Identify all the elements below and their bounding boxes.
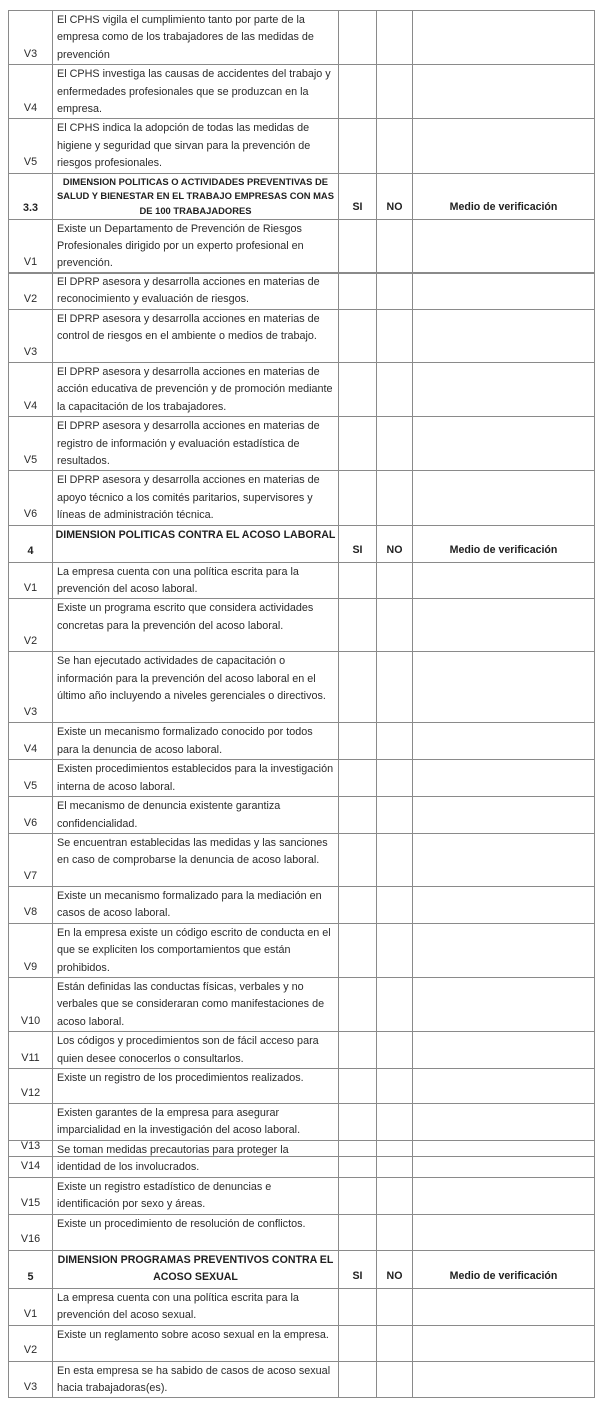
si-cell[interactable]: [339, 1214, 377, 1250]
table-row: [9, 1288, 595, 1325]
checklist-table-top: [8, 10, 595, 274]
row-code: V3: [9, 11, 53, 65]
table-row: [9, 1068, 595, 1103]
row-description: El CPHS vigila el cumplimiento tanto por parte de la empresa como de los trabajadores de las medidas de prevención: [53, 11, 339, 65]
row-code: V5: [9, 760, 53, 797]
no-cell[interactable]: [377, 833, 413, 886]
no-cell[interactable]: [377, 1361, 413, 1398]
no-cell[interactable]: [377, 1288, 413, 1325]
medio-cell[interactable]: [413, 1361, 595, 1398]
medio-cell[interactable]: [413, 219, 595, 273]
medio-cell[interactable]: [413, 1214, 595, 1250]
no-cell[interactable]: [377, 1032, 413, 1069]
medio-cell[interactable]: [413, 760, 595, 797]
si-cell[interactable]: [339, 652, 377, 723]
section-header-4: [9, 525, 595, 562]
row-code: V8: [9, 886, 53, 923]
medio-header: Medio de verificación: [413, 1250, 595, 1288]
medio-cell[interactable]: [413, 65, 595, 119]
row-code: V1: [9, 562, 53, 599]
medio-cell[interactable]: [413, 363, 595, 417]
table-row: [9, 652, 595, 723]
table-row: [9, 1032, 595, 1069]
row-code: V5: [9, 119, 53, 173]
medio-cell[interactable]: [413, 1288, 595, 1325]
table-row: [9, 471, 595, 525]
row-description: El DPRP asesora y desarrolla acciones en materias de acción educativa de prevención y de promoción mediante la capacitación de los trabajadores.: [53, 363, 339, 417]
row-code: V11: [9, 1032, 53, 1069]
table-row: [9, 1141, 595, 1178]
row-description: El DPRP asesora y desarrolla acciones en materias de registro de información y evaluación estadística de resultados.: [53, 417, 339, 471]
row-code: V16: [9, 1214, 53, 1250]
no-cell[interactable]: [377, 471, 413, 525]
si-header: SI: [339, 525, 377, 562]
row-description: Existen garantes de la empresa para asegurar imparcialidad en la investigación del acoso laboral.: [53, 1103, 339, 1156]
medio-cell[interactable]: [413, 1032, 595, 1069]
table-row: [9, 310, 595, 363]
no-cell[interactable]: [377, 65, 413, 119]
row-description: Existe un Departamento de Prevención de Riesgos Profesionales dirigido por un experto profesional en prevención.: [53, 219, 339, 273]
medio-header: Medio de verificación: [413, 525, 595, 562]
row-description: Existen procedimientos establecidos para la investigación interna de acoso laboral.: [53, 760, 339, 797]
no-cell[interactable]: [377, 310, 413, 363]
row-code: V3: [9, 652, 53, 723]
si-cell[interactable]: [339, 562, 377, 599]
section-title: DIMENSION POLITICAS CONTRA EL ACOSO LABORAL: [53, 525, 339, 562]
row-description: En la empresa existe un código escrito de conducta en el que se expliciten los comportamientos que están prohibidos.: [53, 923, 339, 977]
section-header-3-3: [9, 173, 595, 219]
row-description: Los códigos y procedimientos son de fácil acceso para quien desee conocerlos o consultarlos.: [53, 1032, 339, 1069]
row-code: V3: [9, 310, 53, 363]
no-cell[interactable]: [377, 599, 413, 652]
row-code: V14: [9, 1141, 53, 1178]
row-description: El DPRP asesora y desarrolla acciones en materias de control de riesgos en el ambiente o medios de trabajo.: [53, 310, 339, 363]
no-cell[interactable]: [377, 1141, 413, 1178]
section-number: 3.3: [9, 173, 53, 219]
table-row: [9, 760, 595, 797]
table-row: [9, 11, 595, 65]
si-cell[interactable]: [339, 723, 377, 760]
medio-header: Medio de verificación: [413, 173, 595, 219]
si-cell[interactable]: [339, 923, 377, 977]
no-cell[interactable]: [377, 1214, 413, 1250]
row-code: V2: [9, 273, 53, 310]
no-cell[interactable]: [377, 1177, 413, 1214]
row-code: V4: [9, 363, 53, 417]
section-title: DIMENSION POLITICAS O ACTIVIDADES PREVENTIVAS DE SALUD Y BIENESTAR EN EL TRABAJO EMPRESAS CON MAS DE 100 TRABAJADORES: [53, 173, 339, 219]
row-code: V10: [9, 977, 53, 1031]
row-code: V2: [9, 599, 53, 652]
medio-cell[interactable]: [413, 652, 595, 723]
si-cell[interactable]: [339, 760, 377, 797]
no-cell[interactable]: [377, 723, 413, 760]
row-code: V4: [9, 723, 53, 760]
no-cell[interactable]: [377, 1068, 413, 1103]
medio-cell[interactable]: [413, 119, 595, 173]
si-cell[interactable]: [339, 119, 377, 173]
section-number: 4: [9, 525, 53, 562]
no-cell[interactable]: [377, 923, 413, 977]
row-description: La empresa cuenta con una política escrita para la prevención del acoso sexual.: [53, 1288, 339, 1325]
row-description: Existe un procedimiento de resolución de conflictos.: [53, 1214, 339, 1250]
row-description: Se encuentran establecidas las medidas y las sanciones en caso de comprobarse la denuncia de acoso laboral.: [53, 833, 339, 886]
si-cell[interactable]: [339, 310, 377, 363]
row-description: Se toman medidas precautorias para proteger la identidad de los involucrados.: [53, 1141, 339, 1178]
medio-cell[interactable]: [413, 471, 595, 525]
row-code: V6: [9, 471, 53, 525]
no-cell[interactable]: [377, 760, 413, 797]
row-description: La empresa cuenta con una política escrita para la prevención del acoso laboral.: [53, 562, 339, 599]
table-row: [9, 1361, 595, 1398]
checklist-table-bottom: [8, 1140, 595, 1398]
medio-cell[interactable]: [413, 310, 595, 363]
row-description: Están definidas las conductas físicas, verbales y no verbales que se consideraran como manifestaciones de acoso laboral.: [53, 977, 339, 1031]
medio-cell[interactable]: [413, 1068, 595, 1103]
row-description: El DPRP asesora y desarrolla acciones en materias de apoyo técnico a los comités paritarios, supervisores y líneas de administración técnica.: [53, 471, 339, 525]
no-cell[interactable]: [377, 562, 413, 599]
medio-cell[interactable]: [413, 273, 595, 310]
row-description: El CPHS indica la adopción de todas las medidas de higiene y seguridad que sirvan para la prevención de riesgos profesionales.: [53, 119, 339, 173]
si-cell[interactable]: [339, 219, 377, 273]
no-header: NO: [377, 173, 413, 219]
si-cell[interactable]: [339, 797, 377, 834]
medio-cell[interactable]: [413, 833, 595, 886]
no-cell[interactable]: [377, 797, 413, 834]
table-row: [9, 599, 595, 652]
no-cell[interactable]: [377, 652, 413, 723]
si-cell[interactable]: [339, 11, 377, 65]
row-code: V4: [9, 65, 53, 119]
si-cell[interactable]: [339, 1141, 377, 1178]
row-code: V5: [9, 417, 53, 471]
si-cell[interactable]: [339, 886, 377, 923]
si-header: SI: [339, 173, 377, 219]
table-row: [9, 923, 595, 977]
row-code: V12: [9, 1068, 53, 1103]
no-cell[interactable]: [377, 11, 413, 65]
medio-cell[interactable]: [413, 11, 595, 65]
row-code: V1: [9, 1288, 53, 1325]
no-header: NO: [377, 525, 413, 562]
si-cell[interactable]: [339, 1068, 377, 1103]
si-cell[interactable]: [339, 363, 377, 417]
row-code: V9: [9, 923, 53, 977]
row-code: V7: [9, 833, 53, 886]
si-cell[interactable]: [339, 417, 377, 471]
no-cell[interactable]: [377, 977, 413, 1031]
no-header: NO: [377, 1250, 413, 1288]
row-code: V1: [9, 219, 53, 273]
no-cell[interactable]: [377, 273, 413, 310]
medio-cell[interactable]: [413, 797, 595, 834]
checklist-table-middle: [8, 272, 595, 1157]
row-description: Existe un programa escrito que considera actividades concretas para la prevención del acoso laboral.: [53, 599, 339, 652]
no-cell[interactable]: [377, 219, 413, 273]
no-cell[interactable]: [377, 417, 413, 471]
row-code: V2: [9, 1325, 53, 1361]
table-row: [9, 723, 595, 760]
medio-cell[interactable]: [413, 886, 595, 923]
section-number: 5: [9, 1250, 53, 1288]
medio-cell[interactable]: [413, 599, 595, 652]
table-row: [9, 797, 595, 834]
section-header-5: [9, 1250, 595, 1288]
row-description: El DPRP asesora y desarrolla acciones en materias de reconocimiento y evaluación de riesgos.: [53, 273, 339, 310]
table-row: [9, 417, 595, 471]
no-cell[interactable]: [377, 1325, 413, 1361]
si-cell[interactable]: [339, 471, 377, 525]
table-row: [9, 977, 595, 1031]
medio-cell[interactable]: [413, 923, 595, 977]
si-header: SI: [339, 1250, 377, 1288]
table-row: [9, 562, 595, 599]
table-row: [9, 119, 595, 173]
si-cell[interactable]: [339, 65, 377, 119]
table-row: [9, 886, 595, 923]
row-code: V15: [9, 1177, 53, 1214]
si-cell[interactable]: [339, 1032, 377, 1069]
no-cell[interactable]: [377, 886, 413, 923]
row-description: Existe un mecanismo formalizado conocido por todos para la denuncia de acoso laboral.: [53, 723, 339, 760]
row-code: V6: [9, 797, 53, 834]
medio-cell[interactable]: [413, 1177, 595, 1214]
table-row: [9, 65, 595, 119]
si-cell[interactable]: [339, 1288, 377, 1325]
si-cell[interactable]: [339, 273, 377, 310]
table-row: [9, 363, 595, 417]
table-row: [9, 1214, 595, 1250]
medio-cell[interactable]: [413, 977, 595, 1031]
table-row: [9, 1325, 595, 1361]
section-title: DIMENSION PROGRAMAS PREVENTIVOS CONTRA EL ACOSO SEXUAL: [53, 1250, 339, 1288]
row-description: El CPHS investiga las causas de accidentes del trabajo y enfermedades profesionales que se produzcan en la empresa.: [53, 65, 339, 119]
medio-cell[interactable]: [413, 1325, 595, 1361]
si-cell[interactable]: [339, 1177, 377, 1214]
row-description: Existe un registro de los procedimientos realizados.: [53, 1068, 339, 1103]
no-cell[interactable]: [377, 363, 413, 417]
medio-cell[interactable]: [413, 723, 595, 760]
row-description: Existe un reglamento sobre acoso sexual en la empresa.: [53, 1325, 339, 1361]
table-row: [9, 273, 595, 310]
row-description: Existe un registro estadístico de denuncias e identificación por sexo y áreas.: [53, 1177, 339, 1214]
si-cell[interactable]: [339, 833, 377, 886]
si-cell[interactable]: [339, 1361, 377, 1398]
row-code: V13: [9, 1103, 53, 1156]
table-row: [9, 219, 595, 273]
row-description: Se han ejecutado actividades de capacitación o información para la prevención del acoso laboral en el último año incluyendo a niveles gerenciales o directivos.: [53, 652, 339, 723]
medio-cell[interactable]: [413, 417, 595, 471]
table-row: [9, 1177, 595, 1214]
no-cell[interactable]: [377, 119, 413, 173]
si-cell[interactable]: [339, 1325, 377, 1361]
medio-cell[interactable]: [413, 1141, 595, 1178]
si-cell[interactable]: [339, 977, 377, 1031]
medio-cell[interactable]: [413, 562, 595, 599]
si-cell[interactable]: [339, 599, 377, 652]
table-row: [9, 833, 595, 886]
row-description: El mecanismo de denuncia existente garantiza confidencialidad.: [53, 797, 339, 834]
row-description: En esta empresa se ha sabido de casos de acoso sexual hacia trabajadoras(es).: [53, 1361, 339, 1398]
row-code: V3: [9, 1361, 53, 1398]
row-description: Existe un mecanismo formalizado para la mediación en casos de acoso laboral.: [53, 886, 339, 923]
